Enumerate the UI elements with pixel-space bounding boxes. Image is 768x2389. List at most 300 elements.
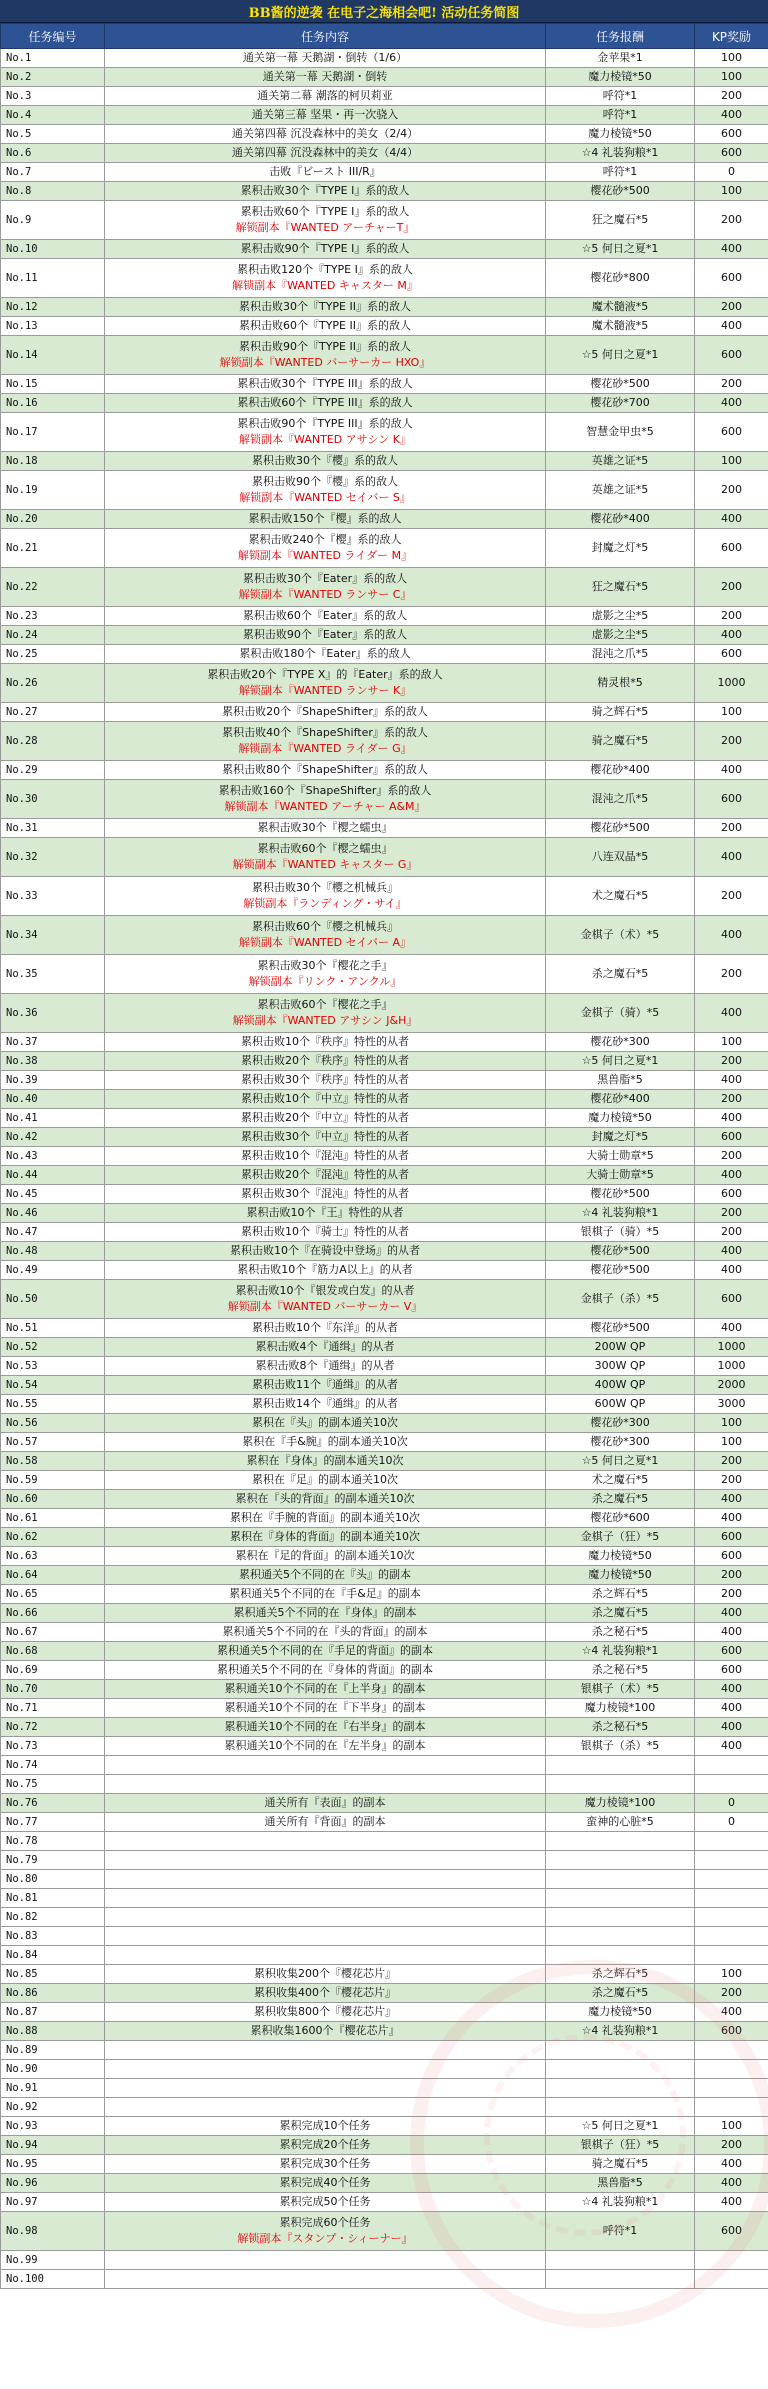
table-row: [1, 2060, 768, 2079]
table-row: [1, 1090, 768, 1109]
table-row: [1, 955, 768, 994]
cell-mission-content: [105, 1680, 546, 1699]
cell-mission-content: [105, 336, 546, 375]
mission-text: 通关第四幕 沉没森林中的美女（2/4）: [231, 127, 419, 140]
cell-mission-content: [105, 1242, 546, 1261]
cell-reward: 樱花砂*500: [546, 1185, 695, 1204]
cell-mission-number: No.51: [1, 1319, 105, 1338]
cell-reward: ☆4 礼装狗粮*1: [546, 1642, 695, 1661]
cell-reward: 虚影之尘*5: [546, 607, 695, 626]
cell-reward: [546, 1870, 695, 1889]
cell-mission-content: [105, 626, 546, 645]
table-row: [1, 144, 768, 163]
cell-mission-number: No.78: [1, 1832, 105, 1851]
column-header-kp: KP奖励: [695, 24, 768, 49]
table-row: [1, 259, 768, 298]
cell-mission-content: [105, 1946, 546, 1965]
cell-kp-bonus: 600: [695, 1547, 768, 1566]
table-row: [1, 394, 768, 413]
cell-mission-content: [105, 1395, 546, 1414]
cell-reward: 杀之秘石*5: [546, 1623, 695, 1642]
table-row: [1, 1756, 768, 1775]
cell-kp-bonus: 100: [695, 68, 768, 87]
mission-text: 累积完成50个任务: [279, 2195, 371, 2208]
cell-mission-number: No.8: [1, 182, 105, 201]
cell-kp-bonus: 200: [695, 877, 768, 916]
cell-kp-bonus: 600: [695, 529, 768, 568]
cell-mission-number: No.30: [1, 780, 105, 819]
table-row: [1, 2155, 768, 2174]
cell-mission-content: [105, 49, 546, 68]
table-row: [1, 68, 768, 87]
mission-text: 累积完成20个任务: [279, 2138, 371, 2151]
cell-kp-bonus: 100: [695, 49, 768, 68]
unlock-quest-note: 解锁副本『ランディング・サイ』: [243, 897, 407, 910]
cell-mission-number: No.63: [1, 1547, 105, 1566]
cell-mission-number: No.39: [1, 1071, 105, 1090]
cell-mission-number: No.67: [1, 1623, 105, 1642]
cell-mission-number: No.99: [1, 2251, 105, 2270]
cell-mission-content: [105, 2270, 546, 2289]
cell-kp-bonus: 200: [695, 955, 768, 994]
table-row: [1, 1604, 768, 1623]
cell-reward: 术之魔石*5: [546, 1471, 695, 1490]
table-row: [1, 413, 768, 452]
cell-mission-number: No.3: [1, 87, 105, 106]
cell-reward: 魔术髓液*5: [546, 317, 695, 336]
cell-mission-number: No.45: [1, 1185, 105, 1204]
mission-text: 累积击败10个『筋力A以上』的从者: [237, 1263, 413, 1276]
cell-reward: 黑兽脂*5: [546, 1071, 695, 1090]
cell-kp-bonus: 200: [695, 1452, 768, 1471]
cell-kp-bonus: 400: [695, 1490, 768, 1509]
cell-mission-content: [105, 1889, 546, 1908]
table-row: [1, 1775, 768, 1794]
cell-kp-bonus: 400: [695, 838, 768, 877]
cell-reward: [546, 1889, 695, 1908]
cell-kp-bonus: 200: [695, 607, 768, 626]
cell-kp-bonus: 400: [695, 2193, 768, 2212]
cell-mission-number: No.72: [1, 1718, 105, 1737]
cell-kp-bonus: 400: [695, 1319, 768, 1338]
cell-mission-number: No.38: [1, 1052, 105, 1071]
cell-kp-bonus: 1000: [695, 1357, 768, 1376]
cell-mission-content: [105, 1775, 546, 1794]
mission-text: 通关第一幕 天鹅湖・倒转: [262, 70, 388, 83]
cell-reward: 银棋子（术）*5: [546, 1680, 695, 1699]
cell-reward: 金苹果*1: [546, 49, 695, 68]
cell-reward: 英雄之证*5: [546, 471, 695, 510]
mission-text: 累积通关5个不同的在『身体』的副本: [233, 1606, 417, 1619]
table-row: [1, 1433, 768, 1452]
cell-mission-content: [105, 2155, 546, 2174]
mission-text: 累积击败11个『通缉』的从者: [252, 1378, 398, 1391]
cell-reward: 虚影之尘*5: [546, 626, 695, 645]
cell-mission-content: [105, 2041, 546, 2060]
table-row: [1, 2022, 768, 2041]
cell-reward: 大骑士勋章*5: [546, 1147, 695, 1166]
cell-kp-bonus: 400: [695, 317, 768, 336]
cell-kp-bonus: [695, 2060, 768, 2079]
cell-mission-content: [105, 877, 546, 916]
table-row: [1, 1414, 768, 1433]
mission-text: 累积在『头的背面』的副本通关10次: [235, 1492, 415, 1505]
table-row: [1, 780, 768, 819]
mission-text: 累积在『手腕的背面』的副本通关10次: [230, 1511, 420, 1524]
cell-mission-number: No.41: [1, 1109, 105, 1128]
cell-mission-number: No.24: [1, 626, 105, 645]
cell-mission-number: No.62: [1, 1528, 105, 1547]
cell-kp-bonus: [695, 2098, 768, 2117]
cell-mission-content: [105, 1204, 546, 1223]
table-row: [1, 1718, 768, 1737]
table-row: [1, 471, 768, 510]
cell-mission-number: No.54: [1, 1376, 105, 1395]
cell-kp-bonus: 200: [695, 1585, 768, 1604]
table-row: [1, 722, 768, 761]
cell-mission-number: No.37: [1, 1033, 105, 1052]
cell-kp-bonus: 400: [695, 240, 768, 259]
mission-text: 累积在『足的背面』的副本通关10次: [235, 1549, 415, 1562]
cell-mission-number: No.98: [1, 2212, 105, 2251]
table-row: [1, 1471, 768, 1490]
cell-mission-content: [105, 1433, 546, 1452]
cell-kp-bonus: 200: [695, 1471, 768, 1490]
cell-mission-content: [105, 1642, 546, 1661]
cell-mission-content: [105, 838, 546, 877]
cell-mission-number: No.84: [1, 1946, 105, 1965]
cell-reward: 200W QP: [546, 1338, 695, 1357]
cell-kp-bonus: [695, 2041, 768, 2060]
cell-mission-number: No.50: [1, 1280, 105, 1319]
cell-kp-bonus: [695, 1775, 768, 1794]
cell-kp-bonus: 200: [695, 1090, 768, 1109]
cell-mission-content: [105, 1566, 546, 1585]
cell-reward: 樱花砂*500: [546, 182, 695, 201]
cell-kp-bonus: 200: [695, 375, 768, 394]
mission-text: 累积击败60个『樱之蠕虫』: [257, 842, 393, 855]
table-row: [1, 1680, 768, 1699]
cell-mission-number: No.35: [1, 955, 105, 994]
cell-reward: 杀之辉石*5: [546, 1965, 695, 1984]
unlock-quest-note: 解锁副本『WANTED バーサーカー V』: [227, 1300, 423, 1313]
cell-kp-bonus: 600: [695, 645, 768, 664]
cell-mission-content: [105, 1908, 546, 1927]
table-row: [1, 1376, 768, 1395]
table-row: [1, 201, 768, 240]
cell-mission-content: [105, 2098, 546, 2117]
mission-text: 累积击败160个『ShapeShifter』系的敌人: [218, 784, 432, 797]
mission-text: 累积击败30个『中立』特性的从者: [241, 1130, 409, 1143]
cell-mission-number: No.92: [1, 2098, 105, 2117]
cell-reward: ☆5 何日之夏*1: [546, 1452, 695, 1471]
cell-mission-number: No.65: [1, 1585, 105, 1604]
cell-mission-content: [105, 2003, 546, 2022]
cell-kp-bonus: 600: [695, 144, 768, 163]
cell-mission-number: No.93: [1, 2117, 105, 2136]
mission-text: 累积完成30个任务: [279, 2157, 371, 2170]
cell-kp-bonus: 400: [695, 1109, 768, 1128]
cell-mission-content: [105, 2136, 546, 2155]
cell-reward: [546, 2060, 695, 2079]
table-row: [1, 1889, 768, 1908]
cell-mission-content: [105, 780, 546, 819]
cell-mission-content: [105, 471, 546, 510]
mission-table: [0, 23, 768, 2289]
cell-kp-bonus: 100: [695, 1033, 768, 1052]
cell-reward: 樱花砂*400: [546, 510, 695, 529]
cell-mission-number: No.71: [1, 1699, 105, 1718]
cell-mission-content: [105, 1870, 546, 1889]
cell-kp-bonus: 400: [695, 1699, 768, 1718]
cell-kp-bonus: 600: [695, 2022, 768, 2041]
mission-text: 累积击败30个『TYPE I』系的敌人: [240, 184, 410, 197]
table-row: [1, 1204, 768, 1223]
table-row: [1, 2098, 768, 2117]
mission-text: 累积通关5个不同的在『头的背面』的副本: [222, 1625, 428, 1638]
mission-text: 累积在『身体』的副本通关10次: [246, 1454, 404, 1467]
table-row: [1, 1908, 768, 1927]
cell-mission-number: No.89: [1, 2041, 105, 2060]
mission-text: 累积击败90个『TYPE II』系的敌人: [238, 340, 411, 353]
table-row: [1, 916, 768, 955]
cell-mission-number: No.10: [1, 240, 105, 259]
cell-kp-bonus: 100: [695, 1965, 768, 1984]
cell-mission-number: No.46: [1, 1204, 105, 1223]
cell-reward: [546, 2041, 695, 2060]
cell-reward: 封魔之灯*5: [546, 529, 695, 568]
cell-kp-bonus: 600: [695, 125, 768, 144]
table-row: [1, 1623, 768, 1642]
table-row: [1, 838, 768, 877]
cell-reward: 杀之秘石*5: [546, 1718, 695, 1737]
cell-mission-content: [105, 1414, 546, 1433]
cell-kp-bonus: 600: [695, 336, 768, 375]
unlock-quest-note: 解锁副本『WANTED ランサー K』: [238, 684, 412, 697]
cell-mission-number: No.82: [1, 1908, 105, 1927]
cell-kp-bonus: [695, 1908, 768, 1927]
cell-reward: ☆4 礼装狗粮*1: [546, 144, 695, 163]
cell-mission-number: No.5: [1, 125, 105, 144]
cell-mission-number: No.32: [1, 838, 105, 877]
mission-text: 累积击败10个『王』特性的从者: [246, 1206, 404, 1219]
cell-kp-bonus: [695, 1889, 768, 1908]
cell-kp-bonus: 1000: [695, 664, 768, 703]
cell-reward: 金棋子（狂）*5: [546, 1528, 695, 1547]
cell-mission-number: No.16: [1, 394, 105, 413]
table-row: [1, 1052, 768, 1071]
cell-mission-number: No.70: [1, 1680, 105, 1699]
table-row: [1, 645, 768, 664]
mission-text: 累积通关5个不同的在『手&足』的副本: [229, 1587, 421, 1600]
cell-reward: ☆4 礼装狗粮*1: [546, 1204, 695, 1223]
cell-reward: ☆4 礼装狗粮*1: [546, 2193, 695, 2212]
cell-kp-bonus: 600: [695, 413, 768, 452]
cell-reward: 金棋子（杀）*5: [546, 1280, 695, 1319]
table-row: [1, 1319, 768, 1338]
cell-mission-number: No.57: [1, 1433, 105, 1452]
cell-reward: 混沌之爪*5: [546, 780, 695, 819]
mission-text: 累积击败20个『ShapeShifter』系的敌人: [222, 705, 428, 718]
cell-reward: ☆5 何日之夏*1: [546, 1052, 695, 1071]
cell-mission-content: [105, 703, 546, 722]
cell-mission-content: [105, 298, 546, 317]
cell-kp-bonus: 400: [695, 1261, 768, 1280]
cell-reward: 杀之辉石*5: [546, 1585, 695, 1604]
cell-kp-bonus: 400: [695, 1604, 768, 1623]
cell-kp-bonus: 400: [695, 1166, 768, 1185]
cell-mission-number: No.29: [1, 761, 105, 780]
table-row: [1, 568, 768, 607]
mission-text: 累积击败60个『樱之机械兵』: [252, 920, 398, 933]
cell-mission-content: [105, 2117, 546, 2136]
cell-mission-content: [105, 1737, 546, 1756]
cell-mission-content: [105, 1661, 546, 1680]
table-row: [1, 1033, 768, 1052]
cell-mission-number: No.13: [1, 317, 105, 336]
table-row: [1, 1452, 768, 1471]
cell-reward: 魔力棱镜*50: [546, 1547, 695, 1566]
mission-text: 累积击败180个『Eater』系的敌人: [239, 647, 411, 660]
cell-reward: 魔力棱镜*50: [546, 125, 695, 144]
table-row: [1, 1147, 768, 1166]
mission-text: 累积完成60个任务: [279, 2216, 371, 2229]
cell-mission-content: [105, 1071, 546, 1090]
cell-mission-number: No.87: [1, 2003, 105, 2022]
cell-mission-content: [105, 2174, 546, 2193]
cell-mission-number: No.17: [1, 413, 105, 452]
cell-mission-number: No.47: [1, 1223, 105, 1242]
cell-mission-content: [105, 1547, 546, 1566]
cell-reward: 骑之魔石*5: [546, 722, 695, 761]
cell-kp-bonus: 0: [695, 1794, 768, 1813]
mission-text: 累积击败240个『樱』系的敌人: [248, 533, 402, 546]
cell-mission-content: [105, 182, 546, 201]
cell-reward: [546, 2251, 695, 2270]
mission-text: 累积击败10个『银发或白发』的从者: [235, 1284, 415, 1297]
mission-text: 累积击败60个『Eater』系的敌人: [242, 609, 408, 622]
table-row: [1, 2079, 768, 2098]
cell-mission-content: [105, 1452, 546, 1471]
unlock-quest-note: 解锁副本『WANTED キャスター M』: [232, 279, 418, 292]
cell-mission-number: No.59: [1, 1471, 105, 1490]
cell-kp-bonus: 200: [695, 1566, 768, 1585]
cell-mission-content: [105, 1319, 546, 1338]
cell-mission-content: [105, 2251, 546, 2270]
cell-mission-content: [105, 510, 546, 529]
cell-kp-bonus: 1000: [695, 1338, 768, 1357]
cell-reward: 英雄之证*5: [546, 452, 695, 471]
cell-reward: [546, 1775, 695, 1794]
cell-reward: 魔力棱镜*50: [546, 1109, 695, 1128]
mission-text: 累积击败150个『樱』系的敌人: [248, 512, 402, 525]
table-row: [1, 607, 768, 626]
cell-mission-number: No.2: [1, 68, 105, 87]
cell-kp-bonus: 400: [695, 1509, 768, 1528]
cell-mission-number: No.48: [1, 1242, 105, 1261]
cell-kp-bonus: 0: [695, 163, 768, 182]
cell-mission-content: [105, 1984, 546, 2003]
mission-text: 累积通关10个不同的在『左半身』的副本: [224, 1739, 426, 1752]
mission-text: 累积击败20个『秩序』特性的从者: [241, 1054, 409, 1067]
cell-kp-bonus: 100: [695, 703, 768, 722]
cell-reward: 樱花砂*300: [546, 1433, 695, 1452]
column-header-number: 任务编号: [1, 24, 105, 49]
cell-mission-number: No.44: [1, 1166, 105, 1185]
cell-mission-content: [105, 87, 546, 106]
unlock-quest-note: 解锁副本『WANTED ランサー C』: [238, 588, 412, 601]
cell-mission-number: No.77: [1, 1813, 105, 1832]
cell-kp-bonus: 0: [695, 1813, 768, 1832]
cell-mission-content: [105, 1033, 546, 1052]
table-row: [1, 1661, 768, 1680]
cell-reward: 智慧金甲虫*5: [546, 413, 695, 452]
unlock-quest-note: 解锁副本『WANTED アサシン K』: [239, 433, 411, 446]
cell-mission-number: No.27: [1, 703, 105, 722]
cell-mission-number: No.6: [1, 144, 105, 163]
table-row: [1, 240, 768, 259]
table-row: [1, 2270, 768, 2289]
cell-mission-content: [105, 1090, 546, 1109]
cell-kp-bonus: 400: [695, 510, 768, 529]
cell-mission-number: No.9: [1, 201, 105, 240]
table-row: [1, 1585, 768, 1604]
cell-mission-content: [105, 722, 546, 761]
cell-mission-content: [105, 1166, 546, 1185]
cell-mission-number: No.15: [1, 375, 105, 394]
table-row: [1, 1261, 768, 1280]
cell-mission-number: No.52: [1, 1338, 105, 1357]
cell-kp-bonus: 600: [695, 259, 768, 298]
cell-reward: 银棋子（杀）*5: [546, 1737, 695, 1756]
mission-text: 累积通关5个不同的在『手足的背面』的副本: [217, 1644, 433, 1657]
table-row: [1, 87, 768, 106]
table-row: [1, 2136, 768, 2155]
cell-mission-content: [105, 1794, 546, 1813]
table-row: [1, 1927, 768, 1946]
cell-kp-bonus: 400: [695, 2003, 768, 2022]
cell-kp-bonus: 400: [695, 394, 768, 413]
table-row: [1, 1185, 768, 1204]
cell-mission-content: [105, 106, 546, 125]
cell-mission-content: [105, 201, 546, 240]
cell-reward: 樱花砂*300: [546, 1414, 695, 1433]
cell-mission-content: [105, 1128, 546, 1147]
cell-reward: 樱花砂*500: [546, 819, 695, 838]
mission-text: 累积击败10个『骑士』特性的从者: [241, 1225, 409, 1238]
cell-kp-bonus: 200: [695, 819, 768, 838]
cell-mission-content: [105, 819, 546, 838]
cell-kp-bonus: 400: [695, 1680, 768, 1699]
table-row: [1, 1965, 768, 1984]
cell-mission-number: No.80: [1, 1870, 105, 1889]
cell-mission-number: No.28: [1, 722, 105, 761]
cell-kp-bonus: [695, 2251, 768, 2270]
cell-mission-number: No.90: [1, 2060, 105, 2079]
table-row: [1, 1128, 768, 1147]
cell-reward: 樱花砂*500: [546, 1261, 695, 1280]
cell-reward: 400W QP: [546, 1376, 695, 1395]
table-row: [1, 1832, 768, 1851]
cell-mission-number: No.19: [1, 471, 105, 510]
mission-text: 累积击败90个『樱』系的敌人: [252, 475, 398, 488]
mission-text: 累积收集1600个『樱花芯片』: [250, 2024, 400, 2037]
cell-kp-bonus: 600: [695, 1661, 768, 1680]
cell-mission-content: [105, 1223, 546, 1242]
unlock-quest-note: 解锁副本『WANTED ライダー G』: [238, 742, 412, 755]
cell-kp-bonus: 400: [695, 761, 768, 780]
cell-reward: ☆5 何日之夏*1: [546, 336, 695, 375]
